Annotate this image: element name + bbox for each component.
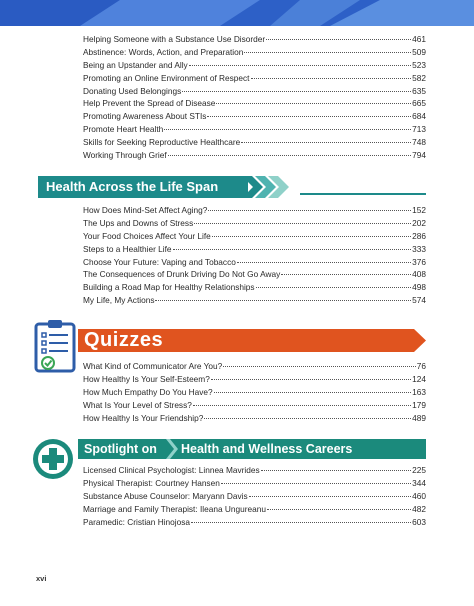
section-heading: Quizzes [84, 329, 164, 351]
toc-entry[interactable]: My Life, My Actions 574 [83, 295, 426, 306]
toc-entry[interactable]: Helping Someone with a Substance Use Disorder 461 [83, 34, 426, 44]
toc-entry[interactable]: Choose Your Future: Vaping and Tobacco 376 [83, 256, 426, 267]
toc-entry[interactable]: What Is Your Level of Stress? 179 [83, 399, 426, 410]
clipboard-checklist-icon [34, 319, 78, 373]
toc-entry[interactable]: How Healthy Is Your Self-Esteem? 124 [83, 373, 426, 384]
toc-entry[interactable]: Help Prevent the Spread of Disease 665 [83, 98, 426, 109]
toc-entry[interactable]: The Consequences of Drunk Driving Do Not Go Away 408 [83, 269, 426, 280]
toc-entry[interactable]: Substance Abuse Counselor: Maryann Davis 460 [83, 490, 426, 501]
medical-cross-icon [32, 438, 74, 480]
toc-entry[interactable]: Abstinence: Words, Action, and Preparation 509 [83, 46, 426, 57]
toc-entry[interactable]: How Much Empathy Do You Have? 163 [83, 386, 426, 397]
toc-entry[interactable]: How Does Mind-Set Affect Aging? 152 [83, 205, 426, 215]
toc-entry[interactable]: Physical Therapist: Courtney Hansen 344 [83, 477, 426, 488]
section-heading: Health and Wellness Careers [181, 442, 353, 456]
chevrons-icon [242, 176, 302, 198]
section-banner-quizzes [78, 329, 426, 352]
section-heading-prefix: Spotlight on [84, 442, 157, 456]
toc-entry[interactable]: Skills for Seeking Reproductive Healthcare 748 [83, 137, 426, 148]
page-number: xvi [36, 574, 47, 583]
top-decorative-bar [0, 0, 474, 26]
toc-list-careers [83, 464, 426, 528]
toc-list-top [83, 33, 426, 162]
toc-entry[interactable]: Working Through Grief 794 [83, 150, 426, 161]
toc-entry[interactable]: Promoting an Online Environment of Respect 582 [83, 72, 426, 83]
section-heading: Health Across the Life Span [46, 179, 219, 194]
section-banner-careers [78, 439, 426, 459]
toc-entry[interactable]: Promoting Awareness About STIs 684 [83, 111, 426, 122]
toc-entry[interactable]: How Healthy Is Your Friendship? 489 [83, 412, 426, 423]
toc-list-life-span [83, 204, 426, 307]
toc-list-quizzes [83, 360, 426, 424]
banner-rule [300, 193, 426, 195]
section-banner-life-span [38, 176, 426, 198]
toc-entry[interactable]: What Kind of Communicator Are You? 76 [83, 361, 426, 371]
toc-entry[interactable]: The Ups and Downs of Stress 202 [83, 217, 426, 228]
toc-entry[interactable]: Marriage and Family Therapist: Ileana Ungureanu 482 [83, 503, 426, 514]
toc-entry[interactable]: Promote Heart Health 713 [83, 124, 426, 135]
toc-entry[interactable]: Donating Used Belongings 635 [83, 85, 426, 96]
chevron-icon [166, 439, 178, 459]
toc-entry[interactable]: Paramedic: Cristian Hinojosa 603 [83, 516, 426, 527]
toc-entry[interactable]: Being an Upstander and Ally 523 [83, 59, 426, 70]
toc-entry[interactable]: Your Food Choices Affect Your Life 286 [83, 230, 426, 241]
toc-entry[interactable]: Licensed Clinical Psychologist: Linnea Mavrides 225 [83, 465, 426, 475]
toc-entry[interactable]: Steps to a Healthier Life 333 [83, 243, 426, 254]
toc-entry[interactable]: Building a Road Map for Healthy Relationships 498 [83, 282, 426, 293]
